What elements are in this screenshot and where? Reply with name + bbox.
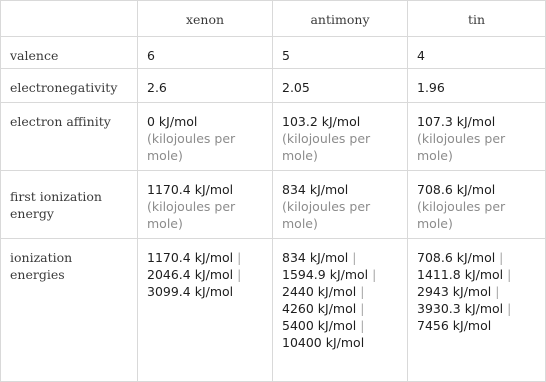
cell-electronegativity-antimony: 2.05 [273, 69, 408, 103]
ionization-value: 3099.4 kJ/mol [147, 284, 234, 299]
table-row-first-ionization-energy [1, 171, 546, 239]
ionization-value: 2943 kJ/mol [417, 284, 492, 299]
unit-note: (kilojoules per mole) [282, 131, 371, 163]
cell-electron-affinity-tin [408, 103, 546, 171]
value-separator: | [356, 284, 365, 299]
value-separator: | [503, 267, 512, 282]
row-label-electronegativity: electronegativity [1, 69, 138, 103]
table-row-valence [1, 37, 546, 69]
table-row-ionization-energies [1, 239, 546, 382]
cell-electron-affinity-antimony [273, 103, 408, 171]
row-label-first-ionization-energy: first ionization energy [1, 171, 138, 239]
value-text: 107.3 kJ/mol [417, 114, 496, 129]
value-separator: | [356, 301, 365, 316]
ionization-value: 1411.8 kJ/mol [417, 267, 504, 282]
value-separator: | [233, 250, 242, 265]
cell-valence-antimony: 5 [273, 37, 408, 69]
corner-cell [1, 1, 138, 37]
unit-note: (kilojoules per mole) [147, 199, 236, 231]
value-text: 834 kJ/mol [282, 182, 349, 197]
ionization-value: 1594.9 kJ/mol [282, 267, 369, 282]
row-label-electron-affinity: electron affinity [1, 103, 138, 171]
ionization-value: 2440 kJ/mol [282, 284, 357, 299]
value-text: 708.6 kJ/mol [417, 182, 496, 197]
cell-valence-tin: 4 [408, 37, 546, 69]
ionization-value: 10400 kJ/mol [282, 335, 365, 350]
value-text: 1170.4 kJ/mol [147, 182, 234, 197]
ionization-value: 2046.4 kJ/mol [147, 267, 234, 282]
cell-electronegativity-tin: 1.96 [408, 69, 546, 103]
unit-note: (kilojoules per mole) [417, 199, 506, 231]
column-header-tin: tin [408, 1, 546, 37]
ionization-value: 834 kJ/mol [282, 250, 349, 265]
table-row-electronegativity [1, 69, 546, 103]
cell-first-ionization-tin [408, 171, 546, 239]
cell-valence-xenon: 6 [138, 37, 273, 69]
ionization-value: 1170.4 kJ/mol [147, 250, 234, 265]
value-separator: | [491, 284, 500, 299]
ionization-value: 7456 kJ/mol [417, 318, 492, 333]
ionization-value: 4260 kJ/mol [282, 301, 357, 316]
value-separator: | [368, 267, 377, 282]
cell-ionization-energies-xenon [138, 239, 273, 382]
row-label-valence: valence [1, 37, 138, 69]
value-separator: | [495, 250, 504, 265]
cell-first-ionization-antimony [273, 171, 408, 239]
ionization-value: 708.6 kJ/mol [417, 250, 496, 265]
cell-first-ionization-xenon [138, 171, 273, 239]
column-header-antimony: antimony [273, 1, 408, 37]
table-row-electron-affinity [1, 103, 546, 171]
column-header-xenon: xenon [138, 1, 273, 37]
value-separator: | [356, 318, 365, 333]
cell-ionization-energies-tin [408, 239, 546, 382]
value-separator: | [233, 267, 242, 282]
value-text: 103.2 kJ/mol [282, 114, 361, 129]
value-separator: | [348, 250, 357, 265]
header-row [1, 1, 546, 37]
value-separator: | [503, 301, 512, 316]
cell-electronegativity-xenon: 2.6 [138, 69, 273, 103]
cell-electron-affinity-xenon [138, 103, 273, 171]
unit-note: (kilojoules per mole) [417, 131, 506, 163]
value-text: 0 kJ/mol [147, 114, 198, 129]
row-label-ionization-energies: ionization energies [1, 239, 138, 382]
ionization-value: 3930.3 kJ/mol [417, 301, 504, 316]
unit-note: (kilojoules per mole) [282, 199, 371, 231]
unit-note: (kilojoules per mole) [147, 131, 236, 163]
ionization-value: 5400 kJ/mol [282, 318, 357, 333]
cell-ionization-energies-antimony [273, 239, 408, 382]
